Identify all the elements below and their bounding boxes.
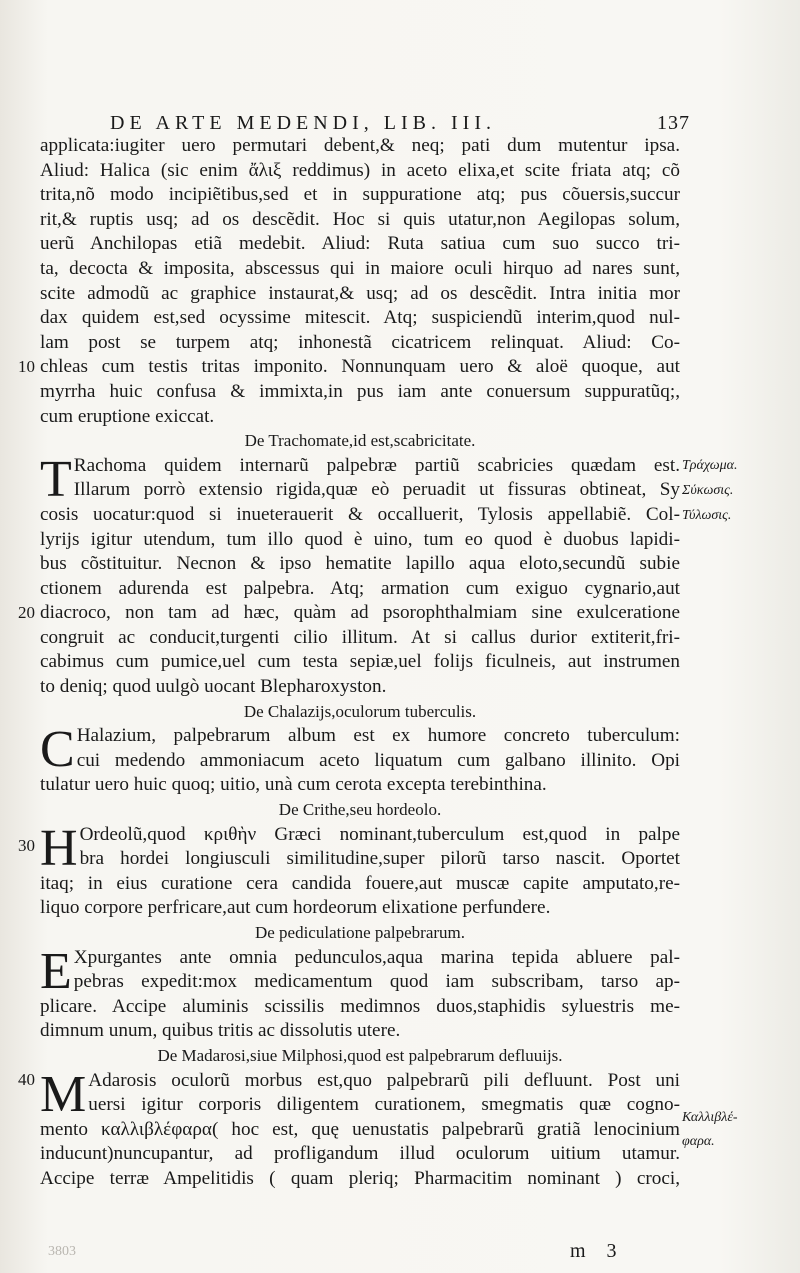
text-line: Aliud: Halica (sic enim ἄλιξ reddimus) in aceto elixa,et scite friata atq; cõ: [40, 159, 680, 181]
section-heading: De pediculatione palpebrarum.: [254, 923, 466, 942]
text-line: scite admodũ ac graphice instaurat,& usq; ad os descẽdit. Intra initia mor: [40, 282, 680, 304]
text-line: ta, decocta & imposita, abscessus qui in maiore oculi hirquo ad nares sunt,: [40, 257, 680, 279]
text-line: Illarum porrò extensio rigida,quæ eò peruadit ut fissuras obtineat, Sy: [73, 479, 680, 501]
text-line: dimnum unum, quibus tritis ac dissolutis utere.: [40, 1020, 401, 1042]
section-heading: De Trachomate,id est,scabricitate.: [244, 431, 476, 451]
page-number: 137: [657, 112, 690, 134]
line-number: 20: [18, 603, 35, 622]
paragraph: [40, 134, 680, 429]
drop-cap: E: [40, 942, 72, 1000]
text-line: chleas cum testis tritas imponito. Nonnunquam uero & aloë quoque, aut: [40, 356, 680, 378]
text-line: Ordeolũ,quod κριθὴν Græci nominant,tuberculum est,quod in palpe: [79, 823, 680, 845]
text-line: rit,& ruptis usq; ad os descẽdit. Hoc si quis utatur,non Aegilopas solum,: [40, 208, 680, 230]
line-number: 30: [18, 836, 35, 855]
drop-cap: H: [40, 819, 78, 877]
text-line: applicata:iugiter uero permutari debent,& neq; pati dum mutentur ipsa.: [40, 135, 680, 156]
text-line: itaq; in eius curatione cera candida fouere,aut muscæ capite amputato,re-: [40, 872, 680, 894]
text-line: Halazium, palpebrarum album est ex humore concreto tuberculum:: [76, 725, 680, 747]
text-line: bus cõstituitur. Necnon & ipso hematite lapillo aqua eloto,secundũ subie: [40, 553, 680, 575]
text-line: Accipe terræ Ampelitidis ( quam pleriq; Pharmacitim nominant ) croci,: [40, 1167, 680, 1189]
text-line: liquo corpore perfricare,aut cum hordeorum elixatione perfundere.: [40, 897, 551, 919]
line-number: 10: [18, 357, 35, 376]
margin-note-line: Καλλιβλέ-: [682, 1110, 738, 1125]
text-line: dax quidem est,sed ocyssime mitescit. Atq; suspiciendũ interim,quod nul-: [40, 307, 680, 329]
text-line: cum eruptione exiccat.: [40, 405, 215, 427]
margin-note-line: φαρα.: [682, 1134, 715, 1149]
drop-cap: T: [40, 450, 72, 508]
running-title: DE ARTE MEDENDI, LIB. III.: [110, 112, 496, 134]
text-line: inducunt)nuncupantur, ad profligandum illud oculorum uitium utamur.: [40, 1143, 680, 1165]
drop-cap: C: [40, 721, 75, 779]
text-line: diacroco, non tam ad hæc, quàm ad psorophthalmiam sine exulceratione: [40, 602, 680, 624]
section-chalazia: [40, 700, 680, 798]
text-line: Adarosis oculorũ morbus est,quo palpebrarũ pili defluunt. Post uni: [88, 1069, 680, 1091]
section-heading: De Madarosi,siue Milphosi,quod est palpebrarum defluuijs.: [157, 1045, 563, 1065]
text-line: Xpurgantes ante omnia pedunculos,aqua marina tepida abluere pal-: [73, 946, 680, 968]
text-line: uerũ Anchilopas etiã medebit. Aliud: Ruta satiua cum suo succo tri-: [40, 233, 680, 255]
line-number: 40: [18, 1070, 35, 1089]
text-line: to deniq; quod uulgò uocant Blepharoxyston.: [40, 676, 387, 698]
text-line: bra hordei longiusculi similitudine,super pilorũ tarso nascit. Oportet: [79, 848, 680, 870]
body-text: [40, 134, 680, 1192]
margin-note-line: Σύκωσις.: [682, 483, 734, 498]
text-line: trita,nõ modo incipiẽtibus,sed et in suppuratione atq; pus cõuersis,succur: [40, 184, 680, 206]
margin-note-line: Τράχωμα.: [682, 458, 738, 473]
text-line: myrrha huic confusa & immixta,in pus iam ante conuersum suppuratũq;,: [40, 380, 680, 402]
text-line: pebras expedit:mox medicamentum quod iam subscribam, tarso ap-: [73, 971, 680, 993]
text-line: congruit ac conducit,turgenti cilio illitum. At si callus durior extiterit,fri-: [40, 626, 680, 648]
text-line: mento καλλιβλέφαρα( hoc est, quę uenustatis palpebrarũ gratiã lenocinium: [40, 1118, 680, 1140]
text-line: ctionem adurenda est palpebra. Atq; armation cum exiguo cygnario,aut: [40, 577, 680, 599]
text-line: Rachoma quidem internarũ palpebræ partiũ scabricies quædam est.: [73, 454, 680, 476]
text-line: plicare. Accipe aluminis scissilis medimnos duos,staphidis syluestris me-: [40, 995, 680, 1017]
running-header: [110, 112, 690, 135]
text-line: cui medendo ammoniacum aceto liquatum cum galbano illinito. Opi: [76, 749, 680, 771]
section-heading: De Chalazijs,oculorum tuberculis.: [243, 701, 477, 721]
drop-cap: M: [40, 1065, 87, 1123]
text-line: cosis uocatur:quod si inueterauerit & occalluerit, Tylosis appellabiẽ. Col-: [40, 503, 680, 525]
text-line: lyrijs igitur utendum, tum illo quod è uino, tum eo quod è duobus lapidi-: [40, 528, 680, 550]
section-pediculatio: [40, 921, 680, 1044]
margin-note-trachoma: [682, 458, 792, 524]
text-line: lam post se turpem atq; inhonestã cicatricem relinquat. Aliud: Co-: [40, 331, 680, 353]
text-line: tulatur uero huic quoq; uitio, unà cum cerota excepta terebinthina.: [40, 774, 547, 796]
library-stamp: 3803: [48, 1244, 76, 1259]
section-trachoma: [40, 429, 680, 700]
section-heading: De Crithe,seu hordeolo.: [278, 800, 442, 820]
text-line: cabimus cum pumice,uel cum testa sepiæ,uel folijs ficulneis, aut instrumen: [40, 651, 680, 673]
margin-note-line: Τύλωσις.: [682, 508, 732, 523]
section-crithe: [40, 798, 680, 921]
text-line: uersi igitur corporis diligentem curationem, smegmatis quæ cogno-: [88, 1094, 680, 1116]
margin-note-kalliblephara: [682, 1110, 792, 1150]
section-madarosis: [40, 1044, 680, 1192]
signature-mark: m 3: [570, 1240, 625, 1262]
